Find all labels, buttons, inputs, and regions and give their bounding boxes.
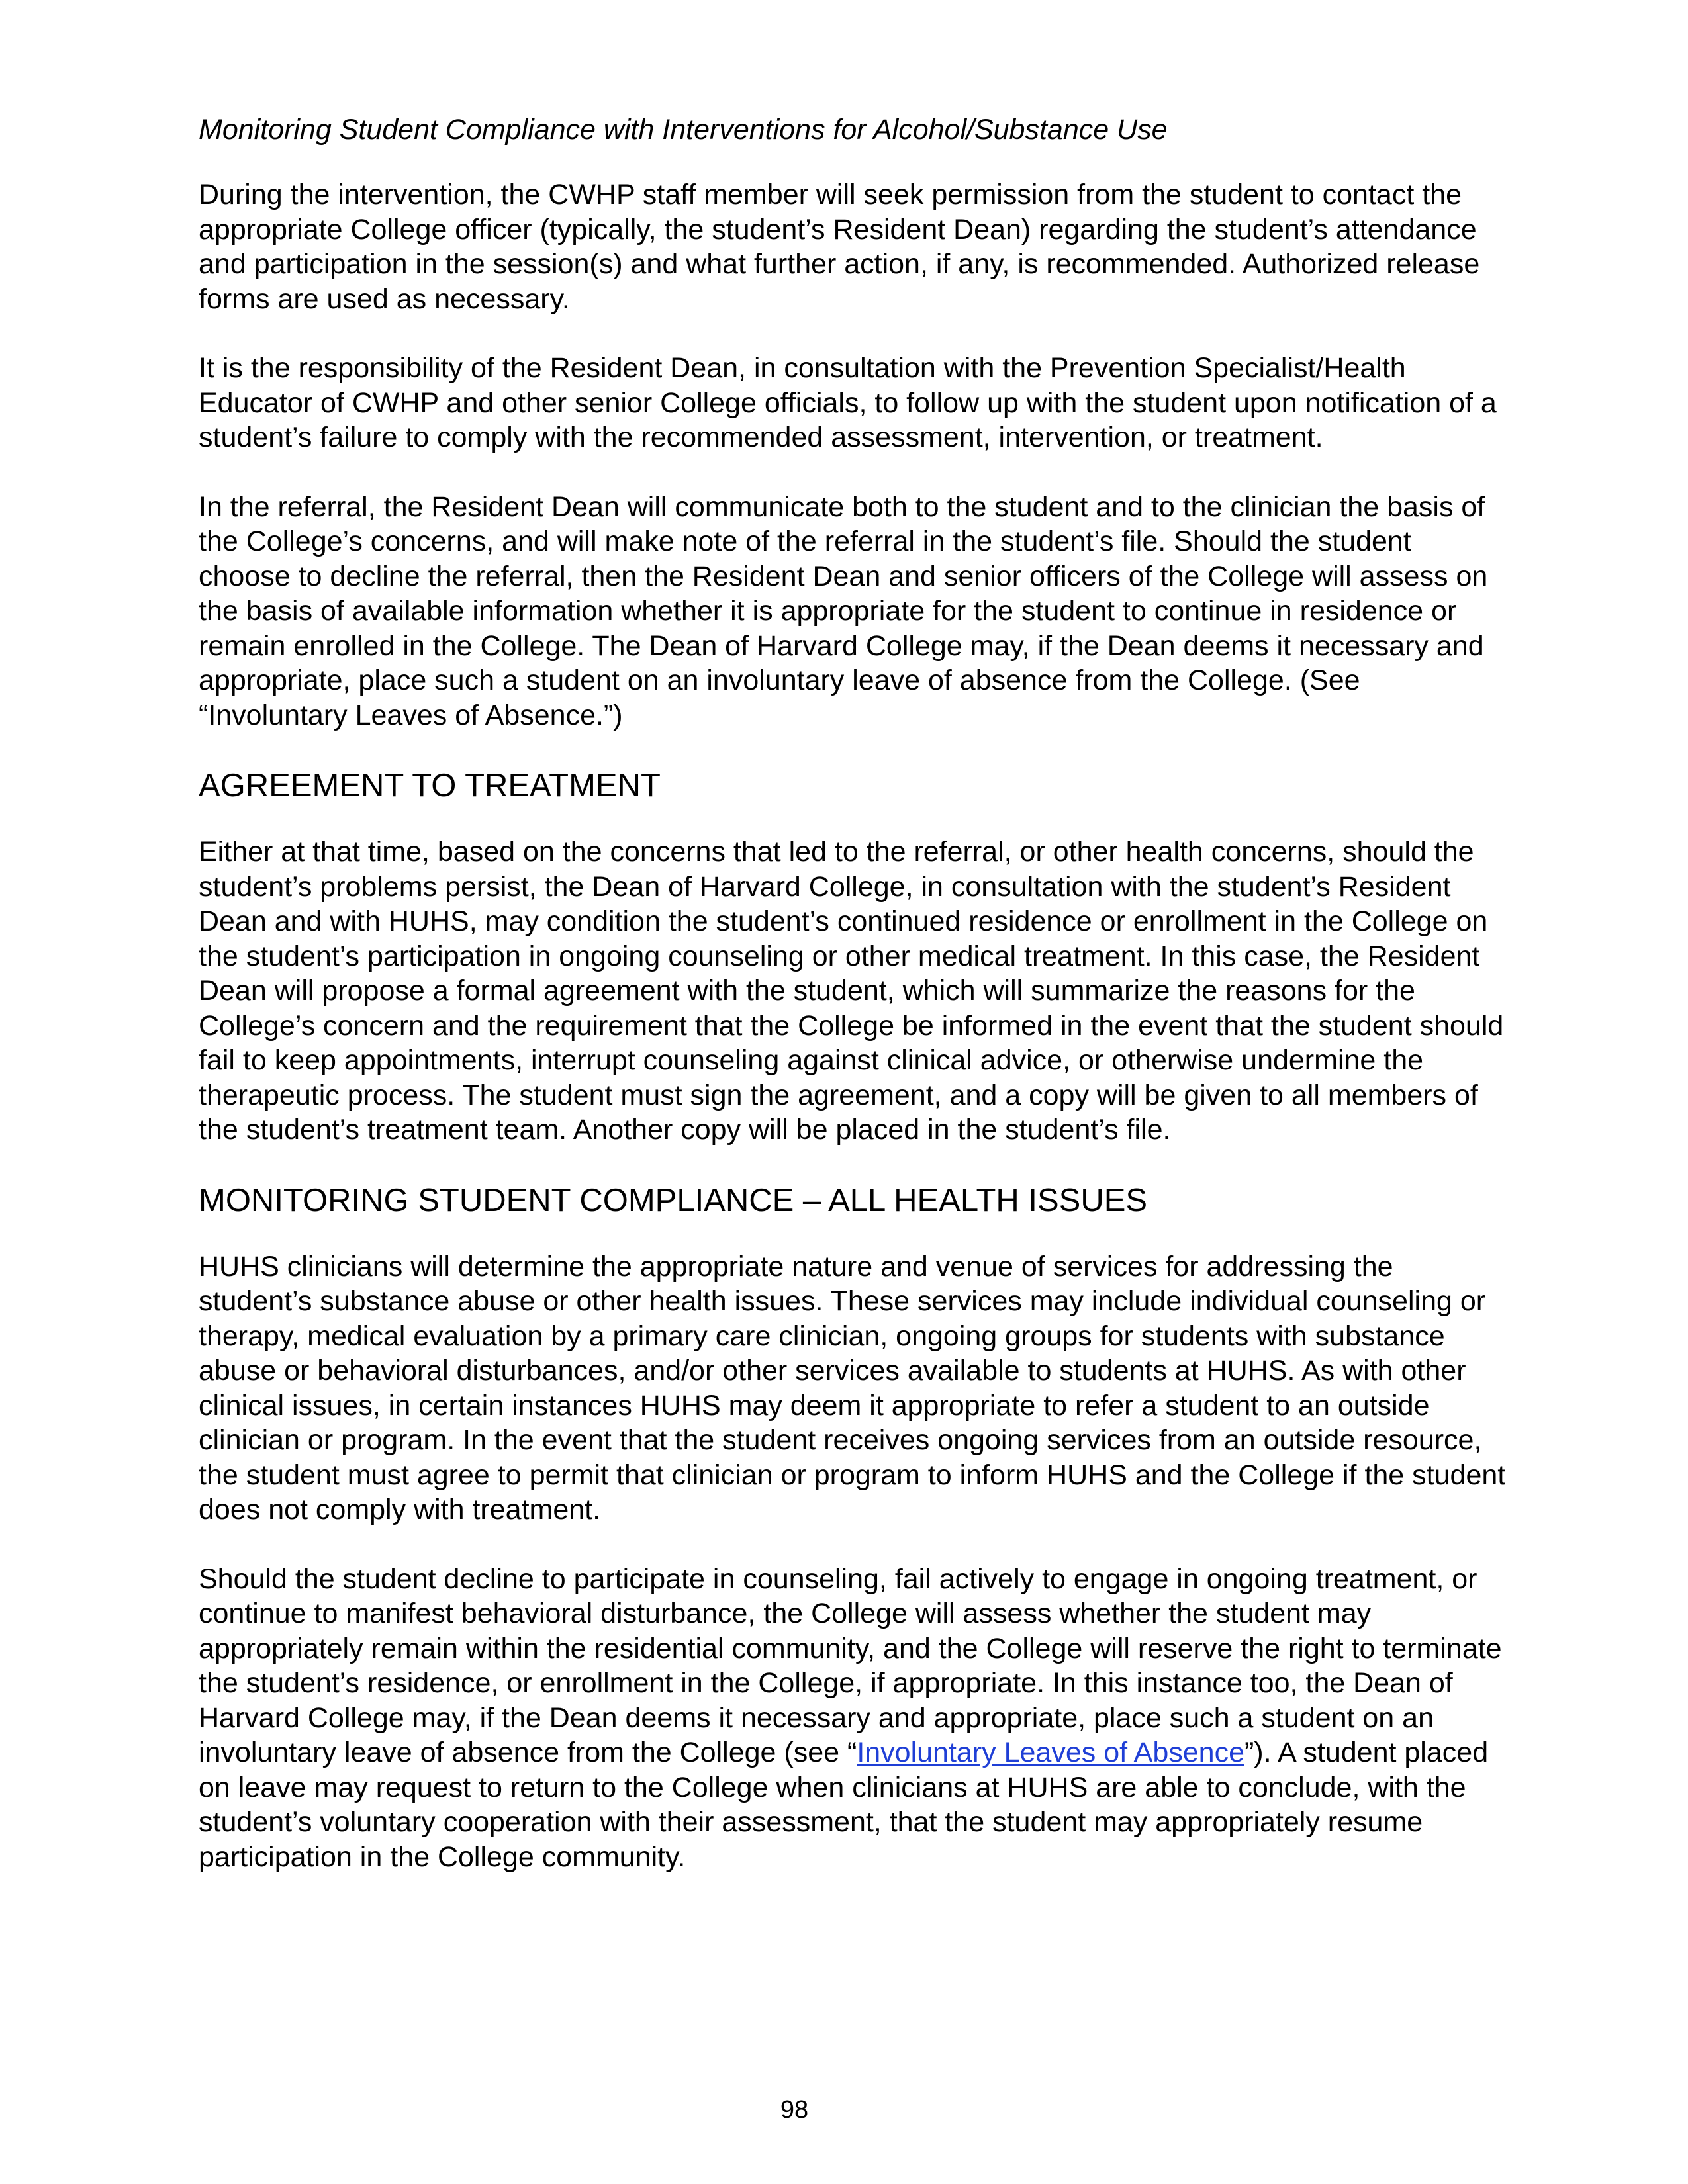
paragraph-text-after-link: ”). A student placed on leave may request to return to the College when clinicians at HUHS are able to conclude, with the student’s voluntary cooperation with their assessment, that the student may appropriately resume participation in the College community. [199, 1737, 1489, 1873]
page-number: 98 [780, 2096, 809, 2124]
subsection-title: Monitoring Student Compliance with Interventions for Alcohol/Substance Use [199, 114, 1168, 146]
paragraph-decline-counseling [199, 1562, 1509, 1875]
paragraph-referral: In the referral, the Resident Dean will communicate both to the student and to the clinician the basis of the College’s concerns, and will make note of the referral in the student’s file. Should the student choose to decline the referral, then the Resident Dean and senior officers of the College will assess on the basis of available information whether it is appropriate for the student to continue in residence or remain enrolled in the College. The Dean of Harvard College may, if the Dean deems it necessary and appropriate, place such a student on an involuntary leave of absence from the College. (See “Involuntary Leaves of Absence.”) [199, 490, 1488, 731]
document-page [199, 111, 1509, 1909]
heading-monitoring-compliance: MONITORING STUDENT COMPLIANCE – ALL HEALTH ISSUES [199, 1182, 1148, 1218]
paragraph-huhs-clinicians: HUHS clinicians will determine the appropriate nature and venue of services for addressing the student’s substance abuse or other health issues. These services may include individual counseling or therapy, medical evaluation by a primary care clinician, ongoing groups for students with substance abuse or behavioral disturbances, and/or other services available to students at HUHS. As with other clinical issues, in certain instances HUHS may deem it appropriate to refer a student to an outside clinician or program. In the event that the student receives ongoing services from an outside resource, the student must agree to permit that clinician or program to inform HUHS and the College if the student does not comply with treatment. [199, 1250, 1506, 1525]
paragraph-agreement: Either at that time, based on the concerns that led to the referral, or other health concerns, should the student’s problems persist, the Dean of Harvard College, in consultation with the student’s Resident Dean and with HUHS, may condition the student’s continued residence or enrollment in the College on the student’s participation in ongoing counseling or other medical treatment. In this case, the Resident Dean will propose a formal agreement with the student, which will summarize the reasons for the College’s concern and the requirement that the College be informed in the event that the student should fail to keep appointments, interrupt counseling against clinical advice, or otherwise undermine the therapeutic process. The student must sign the agreement, and a copy will be given to all members of the student’s treatment team. Another copy will be placed in the student’s file. [199, 836, 1504, 1146]
paragraph-text-before-link: Should the student decline to participate in counseling, fail actively to engage in ongoing treatment, or continue to manifest behavioral disturbance, the College will assess whether the student may appropriately remain within the residential community, and the College will reserve the right to terminate the student’s residence, or enrollment in the College, if appropriate. In this instance too, the Dean of Harvard College may, if the Dean deems it necessary and appropriate, place such a student on an involuntary leave of absence from the College (see “ [199, 1563, 1502, 1768]
paragraph-resident-dean-responsibility: It is the responsibility of the Resident Dean, in consultation with the Prevention Specialist/Health Educator of CWHP and other senior College officials, to follow up with the student upon notification of a student’s failure to comply with the recommended assessment, intervention, or treatment. [199, 352, 1497, 453]
involuntary-leaves-link[interactable]: Involuntary Leaves of Absence [857, 1737, 1244, 1768]
paragraph-intervention-permission: During the intervention, the CWHP staff member will seek permission from the student to contact the appropriate College officer (typically, the student’s Resident Dean) regarding the student’s attendance and participation in the session(s) and what further action, if any, is recommended. Authorized release forms are used as necessary. [199, 179, 1480, 315]
heading-agreement-to-treatment: AGREEMENT TO TREATMENT [199, 768, 661, 803]
